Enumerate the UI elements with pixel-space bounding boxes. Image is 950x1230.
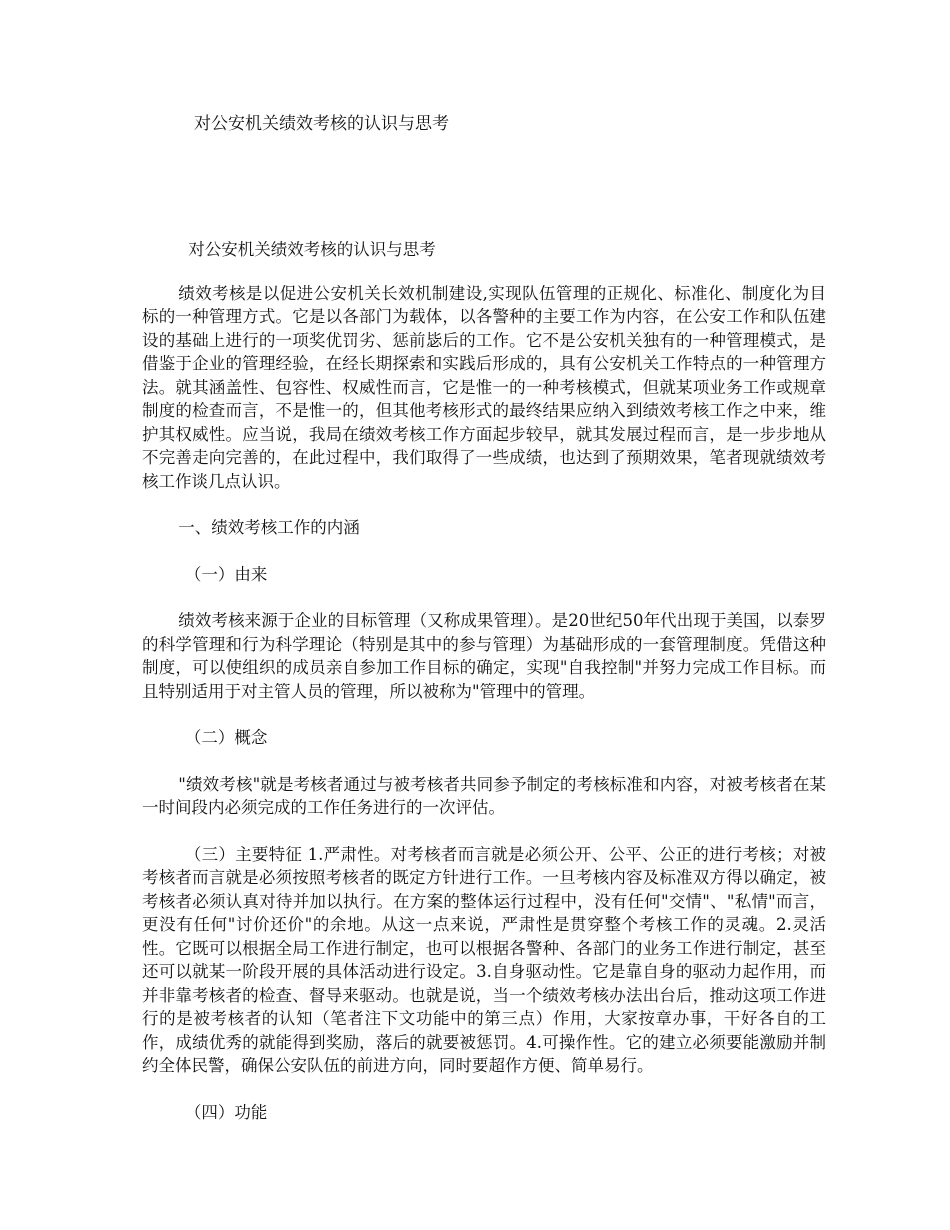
article-title: 对公安机关绩效考核的认识与思考 — [188, 240, 436, 259]
section-heading-1: 一、绩效考核工作的内涵 — [178, 518, 360, 537]
concept-paragraph: "绩效考核"就是考核者通过与被考核者共同参予制定的考核标准和内容，对被考核者在某一时间段内必须完成的工作任务进行的一次评估。 — [142, 774, 826, 817]
subsection-heading-origin: （一）由来 — [184, 564, 268, 584]
features-paragraph: （三）主要特征 1.严肃性。对考核者而言就是必须公开、公平、公正的进行考核；对被考核者而言就是必须按照考核者的既定方针进行工作。一旦考核内容及标准双方得以确定，被考核者必须认真对待并加以执行。在方案的整体运行过程中，没有任何"交情"、"私情"而言，更没有任何"讨价还价"的余地。从这一点来说，严肃性是贯穿整个考核工作的灵魂。2.灵活性。它既可以根据全局工作进行制定，也可以根据各警种、各部门的业务工作进行制定，甚至还可以就某一阶段开展的具体活动进行设定。3.自身驱动性。它是靠自身的驱动力起作用，而并非靠考核者的检查、督导来驱动。也就是说，当一个绩效考核办法出台后，推动这项工作进行的是被考核者的认知（笔者注下文功能中的第三点）作用，大家按章办事，干好各自的工作，成绩优秀的就能得到奖励，落后的就要被惩罚。4.可操作性。它的建立必须要能激励并制约全体民警，确保公安队伍的前进方向，同时要超作方便、简单易行。 — [142, 844, 826, 1075]
intro-paragraph: 绩效考核是以促进公安机关长效机制建设,实现队伍管理的正规化、标准化、制度化为目标的一种管理方式。它是以各部门为载体，以各警种的主要工作为内容，在公安工作和队伍建设的基础上进行的一项奖优罚劣、惩前毖后的工作。它不是公安机关独有的一种管理模式，是借鉴于企业的管理经验，在经长期探索和实践后形成的，具有公安机关工作特点的一种管理方法。就其涵盖性、包容性、权威性而言，它是惟一的一种考核模式，但就某项业务工作或规章制度的检查而言，不是惟一的，但其他考核形式的最终结果应纳入到绩效考核工作之中来，维护其权威性。应当说，我局在绩效考核工作方面起步较早，就其发展过程而言，是一步步地从不完善走向完善的，在此过程中，我们取得了一些成绩，也达到了预期效果，笔者现就绩效考核工作谈几点认识。 — [142, 283, 826, 491]
document-body — [142, 238, 826, 1147]
subsection-heading-concept: （二）概念 — [184, 728, 268, 747]
subsection-heading-function: （四）功能 — [184, 1102, 268, 1122]
document-top-title: 对公安机关绩效考核的认识与思考 — [194, 114, 449, 134]
origin-paragraph: 绩效考核来源于企业的目标管理（又称成果管理）。是20世纪50年代出现于美国，以泰罗的科学管理和行为科学理论（特别是其中的参与管理）为基础形成的一套管理制度。凭借这种制度，可以使组织的成员亲自参加工作目标的确定，实现"自我控制"并努力完成工作目标。而且特别适用于对主管人员的管理，所以被称为"管理中的管理。 — [142, 611, 826, 701]
